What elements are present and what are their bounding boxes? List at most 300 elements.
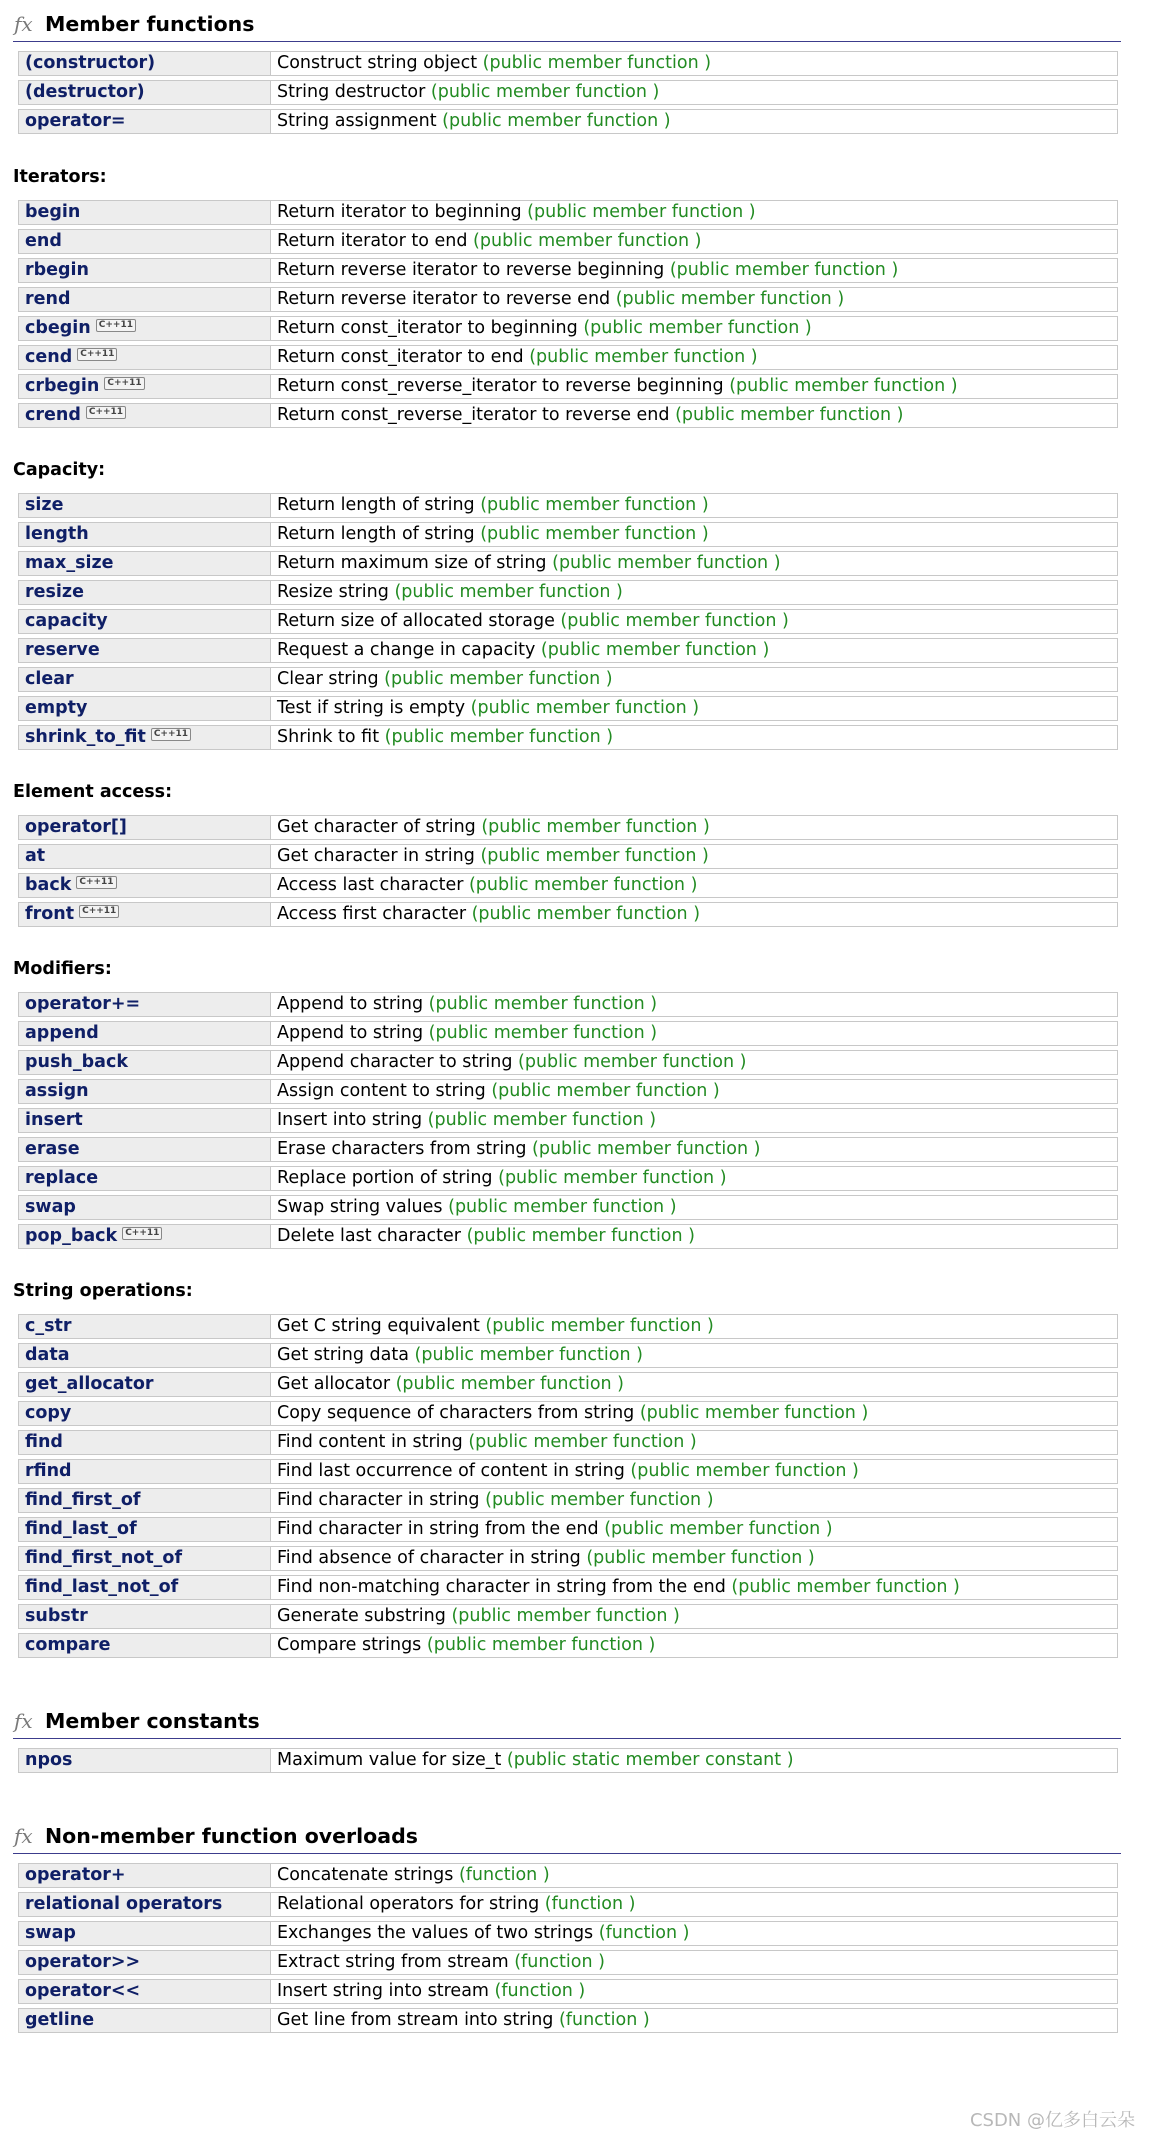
member-name[interactable]: find (25, 1432, 63, 1452)
member-kind: (public member function ) (639, 1403, 869, 1423)
member-description (271, 493, 1118, 518)
member-link-rfind[interactable] (18, 1459, 271, 1484)
member-name[interactable]: shrink_to_fit (25, 727, 146, 747)
member-name[interactable]: operator<< (25, 1981, 141, 2001)
member-description (271, 258, 1118, 283)
table-row (18, 667, 1118, 692)
member-name[interactable]: data (25, 1345, 70, 1365)
member-kind: (public member function ) (482, 53, 712, 73)
member-kind: (function ) (494, 1981, 586, 2001)
member-description (271, 609, 1118, 634)
table-row (18, 316, 1118, 341)
description-text: Append character to string (277, 1052, 513, 1072)
member-kind: (public member function ) (485, 1490, 714, 1510)
table-row (18, 1604, 1118, 1629)
description-text: Get allocator (277, 1374, 391, 1394)
member-name[interactable]: pop_back (25, 1226, 118, 1246)
member-kind: (public member function ) (468, 1432, 697, 1452)
fx-icon: fx (14, 1824, 33, 1848)
member-description (271, 1863, 1118, 1888)
table-row (18, 200, 1118, 225)
member-name[interactable]: replace (25, 1168, 99, 1188)
member-name[interactable]: max_size (25, 553, 114, 573)
group-capacity (13, 461, 1121, 754)
member-description (271, 873, 1118, 898)
member-description (271, 725, 1118, 750)
fx-icon: fx (14, 12, 33, 36)
member-link-at[interactable] (18, 844, 271, 869)
description-text: Exchanges the values of two strings (277, 1923, 594, 1943)
member-link-crbegin[interactable] (18, 374, 271, 399)
member-link-operator[interactable] (18, 992, 271, 1017)
section-member-constants (13, 1709, 1121, 1777)
table-row (18, 1950, 1118, 1975)
member-link-replace[interactable] (18, 1166, 271, 1191)
member-link-shrink-to-fit[interactable] (18, 725, 271, 750)
member-description (271, 1633, 1118, 1658)
group-label: Iterators: (13, 167, 107, 187)
member-name[interactable]: relational operators (25, 1894, 223, 1914)
member-kind: (public member function ) (615, 289, 845, 309)
member-description (271, 551, 1118, 576)
description-text: Construct string object (277, 53, 478, 73)
table-row (18, 1546, 1118, 1571)
description-text: Assign content to string (277, 1081, 486, 1101)
table-row (18, 873, 1118, 898)
member-link-c-str[interactable] (18, 1314, 271, 1339)
group-label-text: Iterators (13, 167, 100, 187)
cxx11-badge-icon: C++11 (151, 728, 191, 741)
member-description (271, 316, 1118, 341)
member-link-pop-back[interactable] (18, 1224, 271, 1249)
member-name[interactable]: c_str (25, 1316, 72, 1336)
member-table (18, 196, 1118, 432)
member-name[interactable]: get_allocator (25, 1374, 154, 1394)
section-header (13, 1709, 1121, 1739)
member-name[interactable]: length (25, 524, 89, 544)
member-name[interactable]: append (25, 1023, 99, 1043)
table-row (18, 1195, 1118, 1220)
member-link-get-allocator[interactable] (18, 1372, 271, 1397)
member-name[interactable]: clear (25, 669, 74, 689)
member-link-assign[interactable] (18, 1079, 271, 1104)
member-table (18, 1310, 1118, 1662)
member-name[interactable]: insert (25, 1110, 83, 1130)
member-kind: (public member function ) (480, 495, 709, 515)
member-name[interactable]: cend (25, 347, 73, 367)
member-description (271, 1459, 1118, 1484)
description-text: Erase characters from string (277, 1139, 527, 1159)
member-name[interactable]: operator+ (25, 1865, 126, 1885)
member-description (271, 1195, 1118, 1220)
member-link-front[interactable] (18, 902, 271, 927)
member-description (271, 580, 1118, 605)
section-title: Non-member function overloads (45, 1824, 418, 1848)
table-row (18, 287, 1118, 312)
member-description (271, 109, 1118, 134)
member-description (271, 638, 1118, 663)
member-name[interactable]: back (25, 875, 72, 895)
member-description (271, 1430, 1118, 1455)
member-link-data[interactable] (18, 1343, 271, 1368)
member-description (271, 1979, 1118, 2004)
member-link-begin[interactable] (18, 200, 271, 225)
member-name[interactable]: rbegin (25, 260, 90, 280)
csdn-watermark: CSDN @亿多白云朵 (969, 2110, 1135, 2131)
member-description (271, 522, 1118, 547)
fx-icon: fx (14, 1709, 33, 1733)
description-text: Return const_reverse_iterator to reverse beginning (277, 376, 724, 396)
group-iterators (13, 168, 1121, 432)
member-description (271, 1021, 1118, 1046)
table-row (18, 345, 1118, 370)
table-row (18, 1137, 1118, 1162)
member-link-erase[interactable] (18, 1137, 271, 1162)
group-modifiers (13, 960, 1121, 1253)
member-name[interactable]: size (25, 495, 64, 515)
table-row (18, 493, 1118, 518)
table-row (18, 992, 1118, 1017)
member-description (271, 902, 1118, 927)
description-text: Delete last character (277, 1226, 461, 1246)
cxx11-badge-icon: C++11 (86, 406, 126, 419)
member-name[interactable]: rfind (25, 1461, 72, 1481)
description-text: Return size of allocated storage (277, 611, 555, 631)
member-description (271, 345, 1118, 370)
member-name[interactable]: (constructor) (25, 53, 156, 73)
cxx11-badge-icon: C++11 (76, 876, 116, 889)
table-row (18, 638, 1118, 663)
table-row (18, 1575, 1118, 1600)
description-text: Get C string equivalent (277, 1316, 480, 1336)
member-kind: (function ) (458, 1865, 550, 1885)
description-text: Get string data (277, 1345, 409, 1365)
member-link-constructor[interactable] (18, 51, 271, 76)
member-kind: (public member function ) (675, 405, 904, 425)
table-row (18, 815, 1118, 840)
member-kind: (public member function ) (481, 817, 710, 837)
member-name[interactable]: swap (25, 1923, 76, 1943)
member-link-swap[interactable] (18, 1195, 271, 1220)
member-kind: (public member function ) (470, 698, 700, 718)
member-kind: (public static member constant ) (506, 1750, 794, 1770)
table-row (18, 580, 1118, 605)
group-label-text: Modifiers (13, 959, 105, 979)
description-text: Replace portion of string (277, 1168, 493, 1188)
member-name[interactable]: push_back (25, 1052, 128, 1072)
member-link-compare[interactable] (18, 1633, 271, 1658)
description-text: Shrink to fit (277, 727, 380, 747)
table-row (18, 1079, 1118, 1104)
member-kind: (public member function ) (480, 846, 709, 866)
member-kind: (public member function ) (428, 1023, 658, 1043)
member-link-getline[interactable] (18, 2008, 271, 2033)
member-link-push-back[interactable] (18, 1050, 271, 1075)
section-header (13, 12, 1121, 42)
member-name[interactable]: find_first_not_of (25, 1548, 183, 1568)
member-kind: (public member function ) (468, 875, 698, 895)
member-name[interactable]: operator[] (25, 817, 127, 837)
group-label: String operations: (13, 1281, 193, 1301)
member-name[interactable]: find_first_of (25, 1490, 141, 1510)
member-link-empty[interactable] (18, 696, 271, 721)
member-link-swap[interactable] (18, 1921, 271, 1946)
member-link-clear[interactable] (18, 667, 271, 692)
description-text: Concatenate strings (277, 1865, 454, 1885)
table-row (18, 609, 1118, 634)
member-kind: (public member function ) (430, 82, 660, 102)
member-description (271, 1921, 1118, 1946)
table-row (18, 51, 1118, 76)
member-link-rbegin[interactable] (18, 258, 271, 283)
member-description (271, 2008, 1118, 2033)
member-kind: (public member function ) (442, 111, 671, 131)
member-link-npos[interactable] (18, 1748, 271, 1773)
member-description (271, 374, 1118, 399)
member-description (271, 1950, 1118, 1975)
description-text: Return length of string (277, 495, 475, 515)
description-text: Append to string (277, 994, 424, 1014)
member-description (271, 1079, 1118, 1104)
member-kind: (public member function ) (669, 260, 899, 280)
member-link-find-last-of[interactable] (18, 1517, 271, 1542)
description-text: Copy sequence of characters from string (277, 1403, 635, 1423)
cxx11-badge-icon: C++11 (104, 377, 144, 390)
member-kind: (public member function ) (426, 1635, 656, 1655)
member-description (271, 815, 1118, 840)
member-kind: (public member function ) (491, 1081, 720, 1101)
member-name[interactable]: operator+= (25, 994, 141, 1014)
section-title: Member constants (45, 1709, 260, 1733)
member-link-operator[interactable] (18, 109, 271, 134)
table-row (18, 1921, 1118, 1946)
member-link-reserve[interactable] (18, 638, 271, 663)
member-description (271, 229, 1118, 254)
member-description (271, 1748, 1118, 1773)
member-kind: (public member function ) (630, 1461, 859, 1481)
member-name[interactable]: empty (25, 698, 88, 718)
member-kind: (public member function ) (518, 1052, 747, 1072)
description-text: Swap string values (277, 1197, 443, 1217)
member-link-find-last-not-of[interactable] (18, 1575, 271, 1600)
table-row (18, 1021, 1118, 1046)
member-link-resize[interactable] (18, 580, 271, 605)
member-link-size[interactable] (18, 493, 271, 518)
member-description (271, 1604, 1118, 1629)
section-header (13, 1824, 1121, 1854)
member-name[interactable]: at (25, 846, 46, 866)
table-row (18, 844, 1118, 869)
table-row (18, 2008, 1118, 2033)
member-description (271, 696, 1118, 721)
description-text: Append to string (277, 1023, 424, 1043)
table-row (18, 902, 1118, 927)
member-kind: (public member function ) (414, 1345, 643, 1365)
description-text: Request a change in capacity (277, 640, 536, 660)
description-text: Clear string (277, 669, 379, 689)
member-name[interactable]: copy (25, 1403, 72, 1423)
member-description (271, 200, 1118, 225)
table-row (18, 109, 1118, 134)
description-text: Return iterator to beginning (277, 202, 522, 222)
description-text: String destructor (277, 82, 426, 102)
member-link-cend[interactable] (18, 345, 271, 370)
member-kind: (public member function ) (532, 1139, 761, 1159)
member-link-capacity[interactable] (18, 609, 271, 634)
member-kind: (public member function ) (471, 904, 701, 924)
description-text: Return const_iterator to end (277, 347, 524, 367)
table-row (18, 403, 1118, 428)
table-row (18, 1372, 1118, 1397)
section-non-member-overloads (13, 1824, 1121, 2037)
member-description (271, 1050, 1118, 1075)
member-kind: (public member function ) (448, 1197, 677, 1217)
description-text: Return reverse iterator to reverse beginning (277, 260, 665, 280)
description-text: Maximum value for size_t (277, 1750, 502, 1770)
description-text: Find character in string from the end (277, 1519, 599, 1539)
section-title: Member functions (45, 12, 255, 36)
description-text: Return const_iterator to beginning (277, 318, 578, 338)
member-description (271, 1108, 1118, 1133)
member-name[interactable]: begin (25, 202, 81, 222)
description-text: Find non-matching character in string from the end (277, 1577, 726, 1597)
group-label-text: String operations (13, 1281, 186, 1301)
member-kind: (public member function ) (540, 640, 770, 660)
member-kind: (public member function ) (552, 553, 781, 573)
member-link-relational-operators[interactable] (18, 1892, 271, 1917)
member-link-crend[interactable] (18, 403, 271, 428)
member-kind: (public member function ) (428, 994, 658, 1014)
member-name[interactable]: swap (25, 1197, 76, 1217)
member-link-operator[interactable] (18, 1950, 271, 1975)
member-name[interactable]: find_last_of (25, 1519, 137, 1539)
member-link-insert[interactable] (18, 1108, 271, 1133)
description-text: String assignment (277, 111, 437, 131)
member-link-find-first-of[interactable] (18, 1488, 271, 1513)
description-text: Return const_reverse_iterator to reverse end (277, 405, 670, 425)
member-link-operator[interactable] (18, 1863, 271, 1888)
member-name[interactable]: end (25, 231, 62, 251)
member-kind: (public member function ) (604, 1519, 833, 1539)
table-row (18, 1633, 1118, 1658)
table-row (18, 696, 1118, 721)
table-row (18, 1488, 1118, 1513)
description-text: Access last character (277, 875, 464, 895)
member-link-back[interactable] (18, 873, 271, 898)
group-label: Modifiers: (13, 959, 112, 979)
table-row (18, 1748, 1118, 1773)
member-link-operator[interactable] (18, 815, 271, 840)
member-link-destructor[interactable] (18, 80, 271, 105)
member-kind: (function ) (558, 2010, 650, 2030)
member-description (271, 1892, 1118, 1917)
table-row (18, 522, 1118, 547)
table-row (18, 1314, 1118, 1339)
table-row (18, 725, 1118, 750)
member-description (271, 287, 1118, 312)
description-text: Get character of string (277, 817, 476, 837)
member-kind: (public member function ) (394, 582, 623, 602)
table-row (18, 1343, 1118, 1368)
member-kind: (public member function ) (731, 1577, 960, 1597)
table-row (18, 1050, 1118, 1075)
member-description (271, 667, 1118, 692)
member-link-length[interactable] (18, 522, 271, 547)
member-name[interactable]: npos (25, 1750, 73, 1770)
member-link-find-first-not-of[interactable] (18, 1546, 271, 1571)
member-description (271, 1343, 1118, 1368)
description-text: Return maximum size of string (277, 553, 547, 573)
member-link-append[interactable] (18, 1021, 271, 1046)
member-name[interactable]: front (25, 904, 75, 924)
member-name[interactable]: erase (25, 1139, 80, 1159)
member-description (271, 1372, 1118, 1397)
table-row (18, 1459, 1118, 1484)
member-kind: (public member function ) (586, 1548, 815, 1568)
member-kind: (public member function ) (529, 347, 758, 367)
description-text: Access first character (277, 904, 467, 924)
description-text: Insert into string (277, 1110, 423, 1130)
member-name[interactable]: operator= (25, 111, 126, 131)
member-name[interactable]: (destructor) (25, 82, 145, 102)
member-table (18, 47, 1118, 138)
member-table (18, 1859, 1118, 2037)
member-name[interactable]: capacity (25, 611, 108, 631)
member-description (271, 1488, 1118, 1513)
member-name[interactable]: operator>> (25, 1952, 141, 1972)
member-link-end[interactable] (18, 229, 271, 254)
member-name[interactable]: substr (25, 1606, 88, 1626)
group-label: Capacity: (13, 460, 106, 480)
member-description (271, 992, 1118, 1017)
member-kind: (public member function ) (729, 376, 958, 396)
member-link-find[interactable] (18, 1430, 271, 1455)
member-link-operator[interactable] (18, 1979, 271, 2004)
member-name[interactable]: assign (25, 1081, 89, 1101)
table-row (18, 1979, 1118, 2004)
member-kind: (public member function ) (466, 1226, 695, 1246)
member-kind: (public member function ) (384, 727, 614, 747)
member-description (271, 1575, 1118, 1600)
member-link-substr[interactable] (18, 1604, 271, 1629)
member-link-cbegin[interactable] (18, 316, 271, 341)
member-name[interactable]: compare (25, 1635, 111, 1655)
member-name[interactable]: resize (25, 582, 84, 602)
member-table (18, 1744, 1118, 1777)
description-text: Return iterator to end (277, 231, 468, 251)
group-element-access (13, 783, 1121, 931)
member-kind: (function ) (544, 1894, 636, 1914)
member-name[interactable]: crbegin (25, 376, 100, 396)
member-name[interactable]: getline (25, 2010, 95, 2030)
member-name[interactable]: reserve (25, 640, 100, 660)
description-text: Extract string from stream (277, 1952, 509, 1972)
description-text: Test if string is empty (277, 698, 466, 718)
group-string-operations (13, 1282, 1121, 1662)
description-text: Get line from stream into string (277, 2010, 554, 2030)
member-name[interactable]: find_last_not_of (25, 1577, 179, 1597)
member-description (271, 1224, 1118, 1249)
member-kind: (public member function ) (395, 1374, 625, 1394)
member-description (271, 1137, 1118, 1162)
member-kind: (public member function ) (473, 231, 702, 251)
member-link-rend[interactable] (18, 287, 271, 312)
member-link-max-size[interactable] (18, 551, 271, 576)
member-name[interactable]: rend (25, 289, 71, 309)
member-name[interactable]: crend (25, 405, 81, 425)
member-name[interactable]: cbegin (25, 318, 91, 338)
member-link-copy[interactable] (18, 1401, 271, 1426)
